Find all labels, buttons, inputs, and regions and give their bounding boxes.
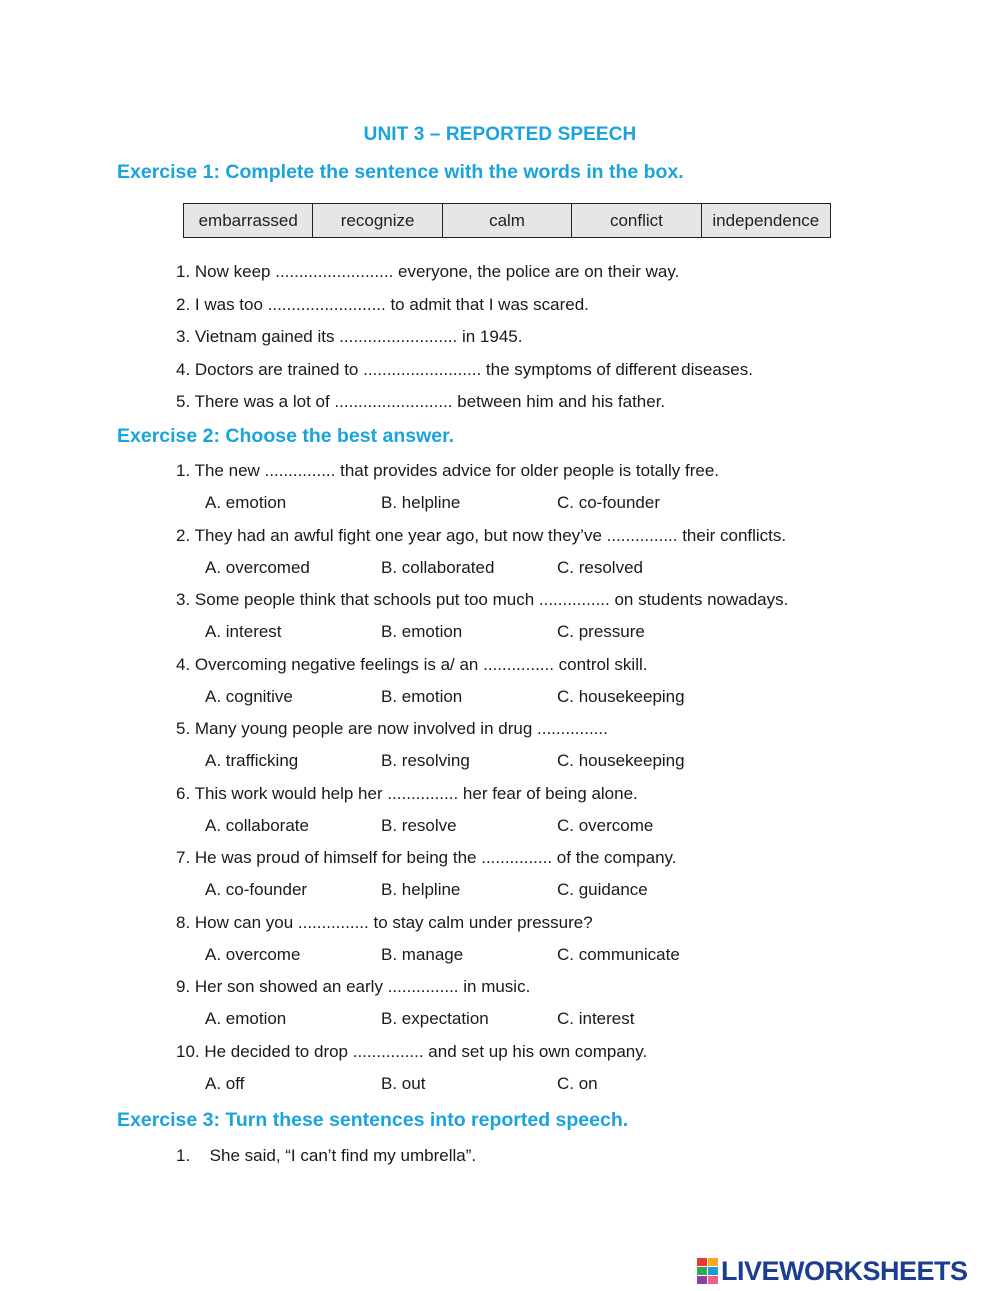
page-title: UNIT 3 – REPORTED SPEECH (363, 124, 637, 145)
exercise2-question: 8. How can you ............... to stay calm under pressure? (176, 913, 593, 932)
option-b[interactable]: B. collaborated (381, 558, 495, 577)
option-a[interactable]: A. co-founder (205, 880, 308, 899)
exercise2-question: 7. He was proud of himself for being the ............... of the company. (176, 848, 677, 867)
exercise1-sentence: 1. Now keep ......................... everyone, the police are on their way. (176, 262, 680, 281)
logo-block (708, 1276, 718, 1284)
exercise3-heading: Exercise 3: Turn these sentences into reported speech. (117, 1109, 629, 1131)
option-c[interactable]: C. housekeeping (557, 751, 685, 770)
option-a[interactable]: A. overcome (205, 945, 301, 964)
word-box-item: embarrassed (184, 204, 313, 237)
exercise3-item-text: She said, “I can’t find my umbrella”. (209, 1146, 477, 1165)
option-c[interactable]: C. co-founder (557, 493, 660, 512)
option-c[interactable]: C. pressure (557, 622, 645, 641)
option-c[interactable]: C. guidance (557, 880, 648, 899)
word-box-item: conflict (572, 204, 701, 237)
option-b[interactable]: B. emotion (381, 622, 463, 641)
option-a[interactable]: A. collaborate (205, 816, 309, 835)
option-c[interactable]: C. interest (557, 1009, 635, 1028)
option-a[interactable]: A. off (205, 1074, 245, 1093)
option-a[interactable]: A. emotion (205, 493, 287, 512)
option-a[interactable]: A. trafficking (205, 751, 299, 770)
option-a[interactable]: A. overcomed (205, 558, 310, 577)
exercise2-question: 4. Overcoming negative feelings is a/ an ............... control skill. (176, 655, 648, 674)
word-box-item: recognize (313, 204, 442, 237)
option-b[interactable]: B. emotion (381, 687, 463, 706)
option-c[interactable]: C. overcome (557, 816, 654, 835)
exercise2-question: 5. Many young people are now involved in drug ............... (176, 719, 608, 738)
liveworksheets-logo (697, 1256, 968, 1286)
option-b[interactable]: B. expectation (381, 1009, 489, 1028)
logo-blocks-icon (697, 1258, 718, 1284)
exercise1-sentence: 3. Vietnam gained its ......................... in 1945. (176, 327, 523, 346)
option-b[interactable]: B. helpline (381, 493, 461, 512)
option-b[interactable]: B. manage (381, 945, 464, 964)
exercise1-sentence: 5. There was a lot of ......................... between him and his father. (176, 392, 666, 411)
exercise2-question: 10. He decided to drop ............... and set up his own company. (176, 1042, 648, 1061)
option-a[interactable]: A. interest (205, 622, 282, 641)
exercise1-sentence: 4. Doctors are trained to ......................... the symptoms of different diseases. (176, 360, 753, 379)
word-box-item: independence (712, 210, 820, 230)
logo-block (708, 1267, 718, 1275)
option-c[interactable]: C. on (557, 1074, 598, 1093)
option-a[interactable]: A. cognitive (205, 687, 293, 706)
logo-text: LIVEWORKSHEETS (721, 1255, 968, 1286)
exercise2-question: 9. Her son showed an early ............... in music. (176, 977, 531, 996)
word-box (183, 203, 831, 238)
exercise2-question: 2. They had an awful fight one year ago, but now they’ve ............... their conflicts. (176, 526, 787, 545)
logo-block (697, 1276, 707, 1284)
option-b[interactable]: B. out (381, 1074, 426, 1093)
exercise2-question: 1. The new ............... that provides advice for older people is totally free. (176, 461, 720, 480)
option-c[interactable]: C. resolved (557, 558, 643, 577)
option-c[interactable]: C. housekeeping (557, 687, 685, 706)
exercise3-item (176, 1146, 476, 1166)
option-b[interactable]: B. helpline (381, 880, 461, 899)
option-c[interactable]: C. communicate (557, 945, 680, 964)
option-b[interactable]: B. resolve (381, 816, 457, 835)
exercise2-question: 3. Some people think that schools put too much ............... on students nowadays. (176, 590, 789, 609)
logo-block (708, 1258, 718, 1266)
word-box-item: calm (443, 204, 572, 237)
logo-block (697, 1258, 707, 1266)
exercise3-item-number: 1. (176, 1146, 191, 1165)
exercise1-sentence: 2. I was too ......................... to admit that I was scared. (176, 295, 589, 314)
exercise2-question: 6. This work would help her ............... her fear of being alone. (176, 784, 638, 803)
exercise1-heading: Exercise 1: Complete the sentence with the words in the box. (117, 161, 684, 183)
exercise2-heading: Exercise 2: Choose the best answer. (117, 425, 455, 447)
logo-block (697, 1267, 707, 1275)
option-a[interactable]: A. emotion (205, 1009, 287, 1028)
option-b[interactable]: B. resolving (381, 751, 470, 770)
